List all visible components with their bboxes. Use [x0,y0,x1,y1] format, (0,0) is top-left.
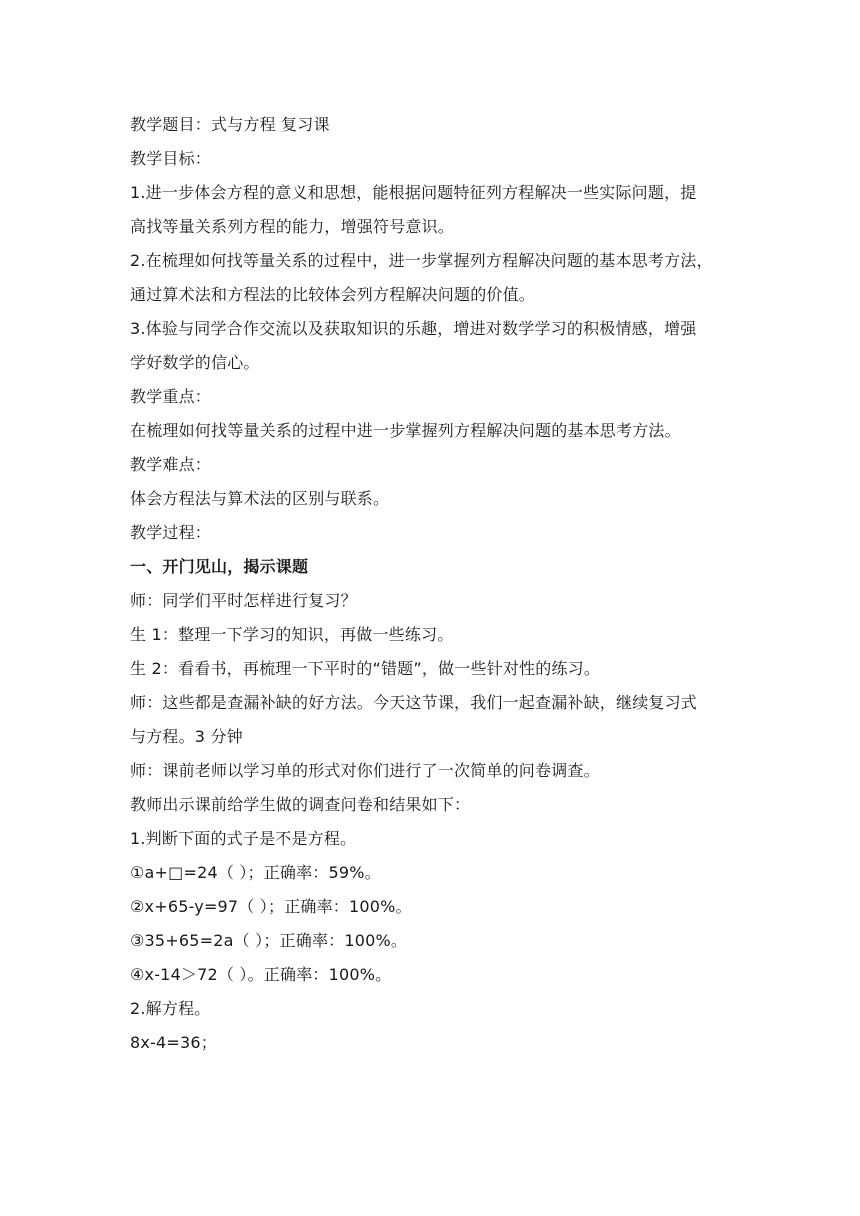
question-1-item: ④x-14＞72（ ）。正确率：100%。 [130,965,392,984]
dialogue-line: 师：同学们平时怎样进行复习？ [130,591,357,610]
objective-2-line-1: 2.在梳理如何找等量关系的过程中，进一步掌握列方程解决问题的基本思考方法， [130,251,713,270]
question-2-item: 8x-4=36； [130,1033,217,1052]
question-1-item: ②x+65-y=97（ ）；正确率：100%。 [130,897,412,916]
objective-1-line-1: 1.进一步体会方程的意义和思想，能根据问题特征列方程解决一些实际问题，提 [130,183,697,202]
dialogue-line: 生 1：整理一下学习的知识，再做一些练习。 [130,625,454,644]
document-body [130,108,736,1060]
key-points-heading: 教学重点： [130,387,212,406]
question-1-item: ③35+65=2a（ ）；正确率：100%。 [130,931,408,950]
objective-3-line-1: 3.体验与同学合作交流以及获取知识的乐趣，增进对数学学习的积极情感，增强 [130,319,697,338]
process-heading: 教学过程： [130,523,212,542]
dialogue-line: 师：这些都是查漏补缺的好方法。今天这节课，我们一起查漏补缺，继续复习式 [130,693,698,712]
dialogue-line: 与方程。3 分钟 [130,727,243,746]
question-2: 2.解方程。 [130,999,211,1018]
difficulties-heading: 教学难点： [130,455,212,474]
question-1-item: ①a+□=24（ ）；正确率：59%。 [130,863,381,882]
question-1: 1.判断下面的式子是不是方程。 [130,829,357,848]
dialogue-line: 生 2：看看书，再梳理一下平时的“错题”，做一些针对性的练习。 [130,659,601,678]
objective-2-line-2: 通过算术法和方程法的比较体会列方程解决问题的价值。 [130,285,536,304]
difficulties-text: 体会方程法与算术法的区别与联系。 [130,489,390,508]
dialogue-line: 师：课前老师以学习单的形式对你们进行了一次简单的问卷调查。 [130,761,600,780]
key-points-text: 在梳理如何找等量关系的过程中进一步掌握列方程解决问题的基本思考方法。 [130,421,681,440]
objectives-heading: 教学目标： [130,149,212,168]
section-1-heading: 一、开门见山，揭示课题 [130,557,309,576]
objective-3-line-2: 学好数学的信心。 [130,353,260,372]
objective-1-line-2: 高找等量关系列方程的能力，增强符号意识。 [130,217,455,236]
survey-intro: 教师出示课前给学生做的调查问卷和结果如下： [130,795,471,814]
lesson-title: 教学题目：式与方程 复习课 [130,115,330,134]
